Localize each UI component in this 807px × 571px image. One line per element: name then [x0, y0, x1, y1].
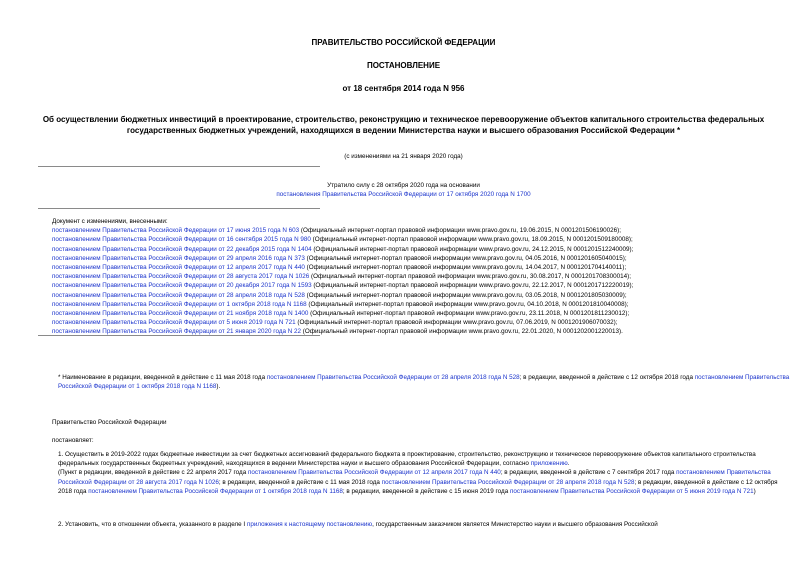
paragraph-text: 1. Осуществить в 2019-2022 годах бюджетные инвестиции за счет бюджетных ассигнований федерального бюджета в проектирование, строительство, реконструкцию и техническое перевооружение объектов капитального строительства федеральных государственных бюджетных учреждений, находящихся в ведении Министерства науки и высшего образования Российской Федерации, согласно	[58, 451, 756, 468]
divider	[38, 335, 320, 336]
amendment-link[interactable]: постановлением Правительства Российской Федерации от 1 октября 2018 года N 1168	[52, 300, 307, 308]
document-date-number: от 18 сентября 2014 года N 956	[342, 84, 465, 93]
document-title: Об осуществлении бюджетных инвестиций в проектирование, строительство, реконструкцию и техническое перевооружение объектов капитального строительства федеральных государственных бюджетных учреждений, находящихся в ведении Министерства науки и высшего образования Российской Федерации *	[42, 115, 765, 135]
amendment-source: (Официальный интернет-портал правовой информации www.pravo.gov.ru, 07.06.2019, N 0001201906070032);	[295, 319, 618, 327]
footnote-link[interactable]: постановлением Правительства Российской Федерации от 1 октября 2018 года N 1168	[58, 374, 790, 391]
amendments-intro: Документ с изменениями, внесенными:	[52, 218, 168, 225]
amendment-link[interactable]: постановлением Правительства Российской Федерации от 21 ноября 2018 года N 1400	[52, 310, 309, 318]
note-text: ; в редакции, введенной в действие с 12 октября 2018 года	[58, 478, 778, 495]
amendment-source: (Официальный интернет-портал правовой информации www.pravo.gov.ru, 30.08.2017, N 0001201708300014);	[309, 273, 632, 281]
list-item	[52, 291, 792, 300]
paragraph-text: , государственным заказчиком является Министерство науки и высшего образования Российской	[372, 521, 658, 528]
list-item	[52, 281, 792, 290]
footnote-text: * Наименование в редакции, введенной в действие с 11 мая 2018 года	[58, 374, 267, 381]
amendment-link[interactable]: постановлением Правительства Российской Федерации от 16 сентября 2015 года N 980	[52, 236, 311, 244]
validity-link[interactable]: постановления Правительства Российской Федерации от 17 октября 2020 года N 1700	[276, 191, 531, 198]
issuer: Правительство Российской Федерации	[52, 419, 167, 426]
amendment-source: (Официальный интернет-портал правовой информации www.pravo.gov.ru, 23.11.2018, N 0001201811230012);	[308, 310, 630, 318]
note-text: ; в редакции, введенной в действие с 7 сентября 2017 года	[500, 469, 677, 477]
note-link[interactable]: постановлением Правительства Российской Федерации от 1 октября 2018 года N 1168	[88, 487, 343, 495]
list-item	[52, 245, 792, 254]
paragraph-text: 2. Установить, что в отношении объекта, указанного в разделе I	[58, 521, 247, 528]
note-link[interactable]: постановлением Правительства Российской Федерации от 28 августа 2017 года N 1026	[58, 469, 771, 486]
footnote-link[interactable]: постановлением Правительства Российской Федерации от 28 апреля 2018 года N 528	[266, 374, 520, 381]
amendment-link[interactable]: постановлением Правительства Российской Федерации от 28 августа 2017 года N 1026	[52, 273, 310, 281]
note-text: ; в редакции, введенной в действие с 11 мая 2018 года	[218, 478, 382, 486]
divider	[38, 166, 320, 167]
amendment-source: (Официальный интернет-портал правовой информации www.pravo.gov.ru, 22.01.2020, N 0001202001220013).	[301, 328, 623, 336]
list-item	[52, 318, 792, 327]
divider	[38, 208, 320, 209]
amendment-link[interactable]: постановлением Правительства Российской Федерации от 20 декабря 2017 года N 1593	[52, 282, 312, 290]
validity-link-line	[0, 190, 807, 199]
note-text: (Пункт в редакции, введенной в действие с 22 апреля 2017 года	[58, 469, 248, 477]
amendment-link[interactable]: постановлением Правительства Российской Федерации от 21 января 2020 года N 22	[52, 328, 302, 336]
list-item	[52, 226, 792, 235]
paragraph-1-note	[52, 468, 792, 496]
appendix-link[interactable]: приложению	[530, 460, 568, 468]
document-type: ПОСТАНОВЛЕНИЕ	[366, 61, 441, 70]
list-item	[52, 235, 792, 244]
footnote-text: ; в редакции, введенной в действие с 12 октября 2018 года	[519, 374, 695, 381]
paragraph-1	[52, 450, 792, 496]
note-link[interactable]: постановлением Правительства Российской Федерации от 12 апреля 2017 года N 440	[247, 469, 501, 477]
amendment-source: (Официальный интернет-портал правовой информации www.pravo.gov.ru, 14.04.2017, N 0001201704140011);	[304, 264, 627, 272]
amendment-link[interactable]: постановлением Правительства Российской Федерации от 5 июня 2019 года N 721	[52, 319, 296, 327]
validity-text: Утратило силу с 28 октября 2020 года на основании	[327, 182, 480, 189]
paragraph-2	[52, 520, 792, 529]
amendment-source: (Официальный интернет-портал правовой информации www.pravo.gov.ru, 18.09.2015, N 0001201509180008);	[310, 236, 633, 244]
amendment-source: (Официальный интернет-портал правовой информации www.pravo.gov.ru, 24.12.2015, N 0001201512240009);	[311, 245, 634, 253]
amendment-source: (Официальный интернет-портал правовой информации www.pravo.gov.ru, 19.06.2015, N 0001201506190026);	[299, 227, 621, 235]
government-heading: ПРАВИТЕЛЬСТВО РОССИЙСКОЙ ФЕДЕРАЦИИ	[311, 38, 496, 47]
list-item	[52, 309, 792, 318]
amendment-source: (Официальный интернет-портал правовой информации www.pravo.gov.ru, 03.05.2018, N 0001201805030009);	[304, 291, 627, 299]
amendment-link[interactable]: постановлением Правительства Российской Федерации от 28 апреля 2018 года N 528	[52, 291, 305, 299]
list-item	[52, 300, 792, 309]
amendment-source: (Официальный интернет-портал правовой информации www.pravo.gov.ru, 22.12.2017, N 0001201712220019);	[311, 282, 634, 290]
list-item	[52, 254, 792, 263]
amendment-link[interactable]: постановлением Правительства Российской Федерации от 29 апреля 2016 года N 373	[52, 254, 305, 262]
paragraph-text: .	[567, 460, 570, 468]
list-item	[52, 272, 792, 281]
footnote-text: ).	[216, 383, 221, 391]
list-item	[52, 263, 792, 272]
amendment-source: (Официальный интернет-портал правовой информации www.pravo.gov.ru, 04.10.2018, N 0001201810040008);	[306, 300, 629, 308]
amendment-source: (Официальный интернет-портал правовой информации www.pravo.gov.ru, 04.05.2016, N 0001201605040015);	[304, 254, 627, 262]
amendment-link[interactable]: постановлением Правительства Российской Федерации от 12 апреля 2017 года N 440	[52, 264, 305, 272]
note-link[interactable]: постановлением Правительства Российской Федерации от 5 июня 2019 года N 721	[509, 487, 754, 495]
note-text: ; в редакции, введенной в действие с 15 июня 2019 года	[342, 487, 510, 495]
note-link[interactable]: постановлением Правительства Российской Федерации от 28 апреля 2018 года N 528	[381, 478, 635, 486]
decrees-word: постановляет:	[52, 437, 94, 444]
edition-note: (с изменениями на 21 января 2020 года)	[344, 153, 463, 160]
amendment-link[interactable]: постановлением Правительства Российской Федерации от 17 июня 2015 года N 603	[52, 227, 300, 235]
amendments-list	[52, 217, 792, 337]
footnote	[52, 373, 792, 391]
appendix-link[interactable]: приложения к настоящему постановлению	[246, 521, 373, 528]
note-text: )	[753, 487, 756, 495]
amendment-link[interactable]: постановлением Правительства Российской Федерации от 22 декабря 2015 года N 1404	[52, 245, 312, 253]
